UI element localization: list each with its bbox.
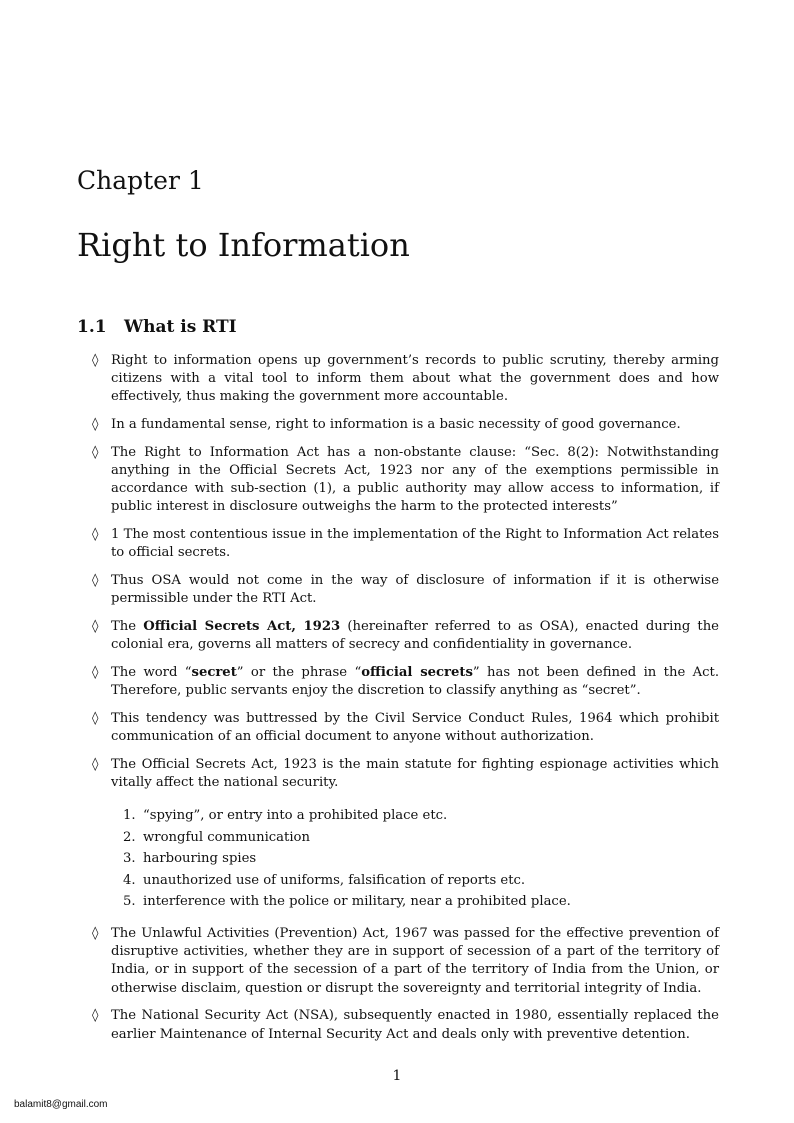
diamond-bullet-icon: ◊ — [92, 926, 99, 942]
diamond-bullet-icon: ◊ — [92, 444, 99, 460]
rti-bullet-list — [92, 352, 719, 1053]
bullet-text: The Right to Information Act has a non-obstante clause: “Sec. 8(2): Notwithstanding anything in the Official Secrets Act, 1923 nor any of the exemptions permissible in accordance with sub-section (1), a public authority may allow access to information, if public interest in disclosure outweighs the harm to the protected interests” — [111, 444, 719, 515]
bold-term: Official Secrets Act, 1923 — [143, 618, 341, 634]
chapter-title: Right to Information — [77, 226, 410, 264]
list-number: 1. — [123, 808, 136, 824]
bullet-text: The Official Secrets Act, 1923 is the main statute for fighting espionage activities which vitally affect the national security. — [111, 756, 719, 790]
bullet-item — [92, 1007, 719, 1043]
list-number: 4. — [123, 872, 136, 888]
list-item — [123, 891, 719, 913]
bullet-text: In a fundamental sense, right to information is a basic necessity of good governance. — [111, 417, 681, 433]
text-run: ” or the phrase “ — [236, 664, 362, 680]
diamond-bullet-icon: ◊ — [92, 756, 99, 772]
bullet-item — [92, 756, 719, 913]
diamond-bullet-icon: ◊ — [92, 417, 99, 433]
footer-email: balamit8@gmail.com — [14, 1099, 108, 1110]
section-heading — [77, 317, 237, 337]
diamond-bullet-icon: ◊ — [92, 618, 99, 634]
text-run: ” has not been defined in the Act. Therefore, public servants enjoy the discretion to classify anything as “secret”. — [111, 664, 720, 699]
chapter-label: Chapter 1 — [77, 166, 204, 195]
list-text: interference with the police or military, near a prohibited place. — [143, 894, 571, 910]
list-item — [123, 805, 719, 827]
section-title: What is RTI — [124, 317, 237, 337]
bold-term: secret — [191, 664, 237, 680]
bullet-text: Right to information opens up government’s records to public scrutiny, thereby arming citizens with a vital tool to inform them about what the government does and how effectively, thus making the government more accountable. — [111, 353, 719, 405]
bullet-text — [111, 618, 719, 654]
text-run: (hereinafter referred to as OSA), enacted during the colonial era, governs all matters of secrecy and confidentiality in governance. — [111, 618, 719, 653]
diamond-bullet-icon: ◊ — [92, 527, 99, 543]
list-item — [123, 848, 719, 870]
diamond-bullet-icon: ◊ — [92, 1008, 99, 1024]
bullet-item — [92, 618, 719, 654]
list-text: “spying”, or entry into a prohibited place etc. — [143, 808, 448, 824]
bullet-text: The National Security Act (NSA), subsequently enacted in 1980, essentially replaced the earlier Maintenance of Internal Security Act and deals only with preventive detention. — [111, 1008, 719, 1042]
bullet-item — [92, 925, 719, 998]
diamond-bullet-icon: ◊ — [92, 710, 99, 726]
section-number: 1.1 — [77, 317, 107, 337]
diamond-bullet-icon: ◊ — [92, 353, 99, 368]
list-item — [123, 827, 719, 849]
list-text: wrongful communication — [143, 829, 310, 845]
list-number: 2. — [123, 829, 136, 845]
bullet-item — [92, 352, 719, 407]
diamond-bullet-icon: ◊ — [92, 573, 99, 589]
bullet-item — [92, 416, 719, 434]
text-run: The word “ — [111, 664, 192, 680]
diamond-bullet-icon: ◊ — [92, 664, 99, 680]
list-text: harbouring spies — [143, 851, 257, 867]
list-number: 5. — [123, 894, 136, 910]
bold-term: official secrets — [361, 664, 473, 680]
bullet-item — [92, 664, 719, 700]
bullet-text — [111, 664, 719, 700]
text-run: The — [111, 618, 144, 634]
bullet-text: The Unlawful Activities (Prevention) Act, 1967 was passed for the effective prevention of disruptive activities, whether they are in support of secession of a part of the territory of India, or in support of the secession of a part of the territory of India from the Union, or otherwise disclaim, question or disrupt the sovereignty and territorial integrity of India. — [111, 926, 719, 996]
bullet-text: This tendency was buttressed by the Civil Service Conduct Rules, 1964 which prohibit communication of an official document to anyone without authorization. — [111, 710, 719, 744]
bullet-item — [92, 526, 719, 562]
bullet-item — [92, 444, 719, 517]
bullet-item — [92, 710, 719, 746]
bullet-item — [92, 572, 719, 608]
list-number: 3. — [123, 851, 136, 867]
list-item — [123, 870, 719, 892]
espionage-activities-list — [123, 805, 719, 913]
bullet-text: Thus OSA would not come in the way of disclosure of information if it is otherwise permissible under the RTI Act. — [111, 573, 719, 607]
list-text: unauthorized use of uniforms, falsification of reports etc. — [143, 872, 526, 888]
bullet-text: 1 The most contentious issue in the implementation of the Right to Information Act relates to official secrets. — [111, 527, 719, 561]
page-number: 1 — [392, 1068, 402, 1084]
